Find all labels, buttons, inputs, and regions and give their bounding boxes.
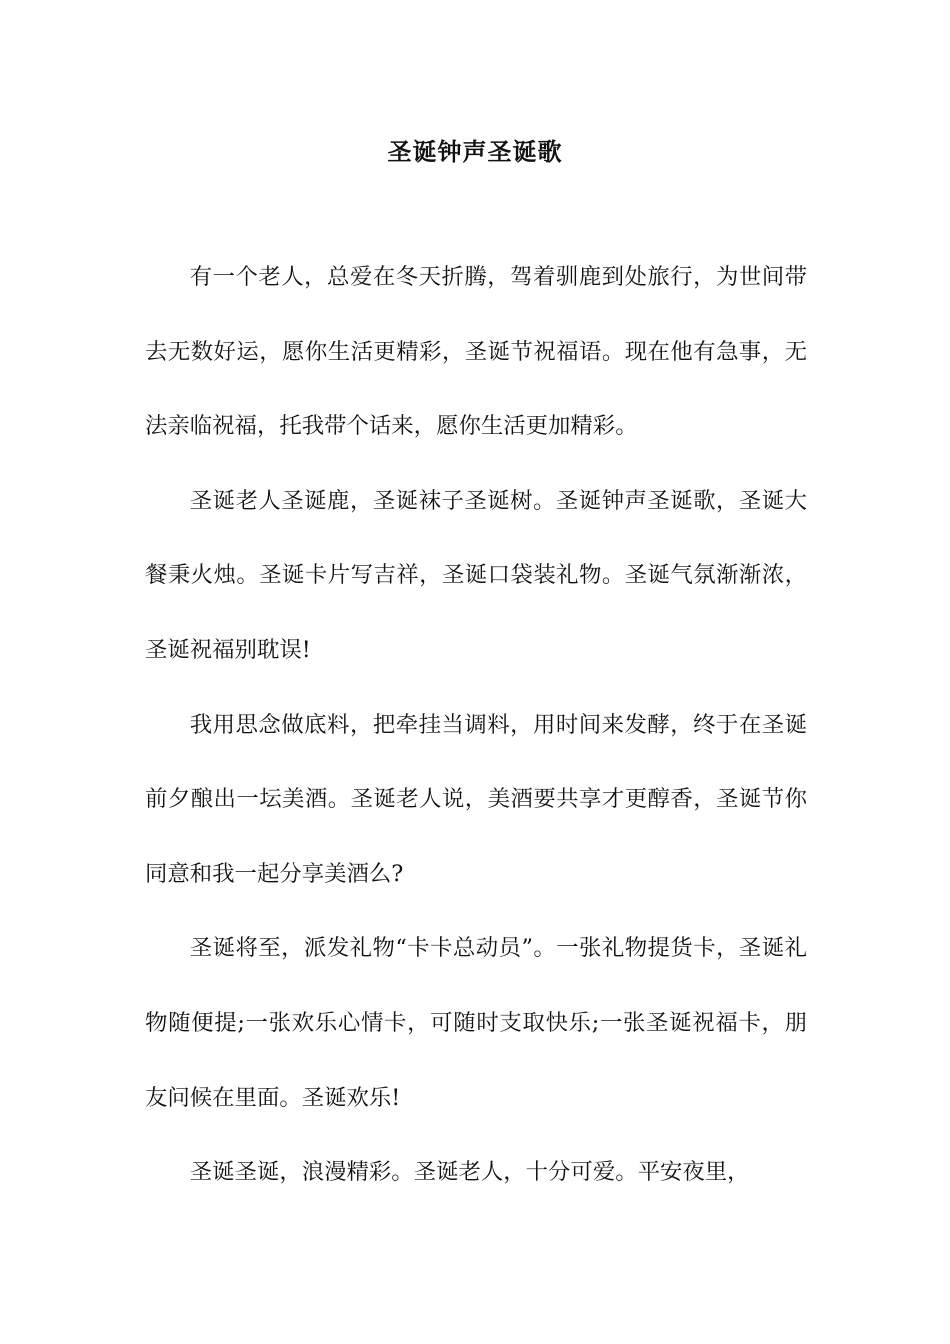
document-title: 圣诞钟声圣诞歌 bbox=[387, 137, 563, 166]
paragraph: 有一个老人，总爱在冬天折腾，驾着驯鹿到处旅行，为世间带去无数好运，愿你生活更精彩，圣诞节祝福语。现在他有急事，无法亲临祝福，托我带个话来，愿你生活更加精彩。 bbox=[145, 264, 807, 440]
document-body bbox=[145, 240, 807, 1210]
paragraph: 圣诞老人圣诞鹿，圣诞袜子圣诞树。圣诞钟声圣诞歌，圣诞大餐秉火烛。圣诞卡片写吉祥，圣诞口袋装礼物。圣诞气氛渐渐浓，圣诞祝福别耽误! bbox=[145, 487, 807, 663]
paragraph: 圣诞将至，派发礼物“卡卡总动员”。一张礼物提货卡，圣诞礼物随便提;一张欢乐心情卡，可随时支取快乐;一张圣诞祝福卡，朋友问候在里面。圣诞欢乐! bbox=[145, 935, 807, 1111]
paragraph: 我用思念做底料，把牵挂当调料，用时间来发酵，终于在圣诞前夕酿出一坛美酒。圣诞老人说，美酒要共享才更醇香，圣诞节你同意和我一起分享美酒么? bbox=[145, 711, 807, 887]
paragraph: 圣诞圣诞，浪漫精彩。圣诞老人，十分可爱。平安夜里， bbox=[189, 1159, 750, 1186]
